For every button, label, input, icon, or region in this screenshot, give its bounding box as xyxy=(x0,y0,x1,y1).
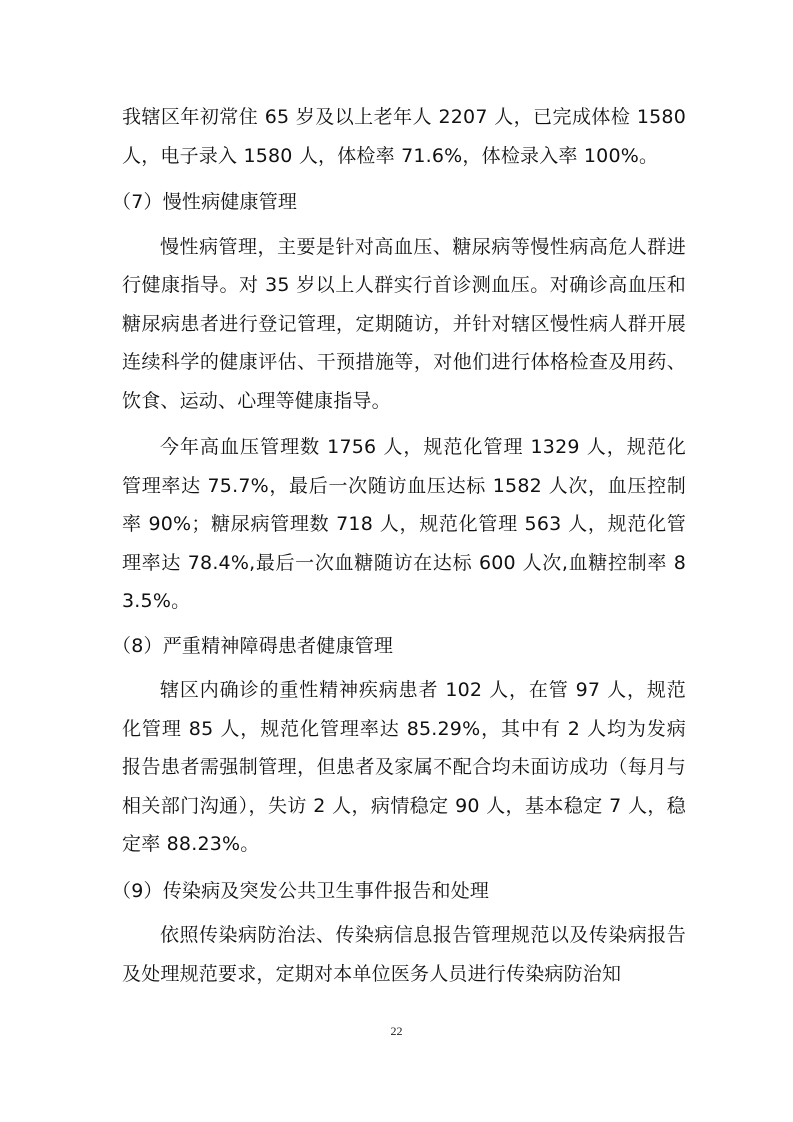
elderly-checkup-paragraph: 我辖区年初常住 65 岁及以上老年人 2207 人，已完成体检 1580 人，电子录入 1580 人，体检率 71.6%，体检录入率 100%。 xyxy=(122,106,686,167)
hypertension-diabetes-stats-paragraph: 今年高血压管理数 1756 人，规范化管理 1329 人，规范化管理率达 75.7%，最后一次随访血压达标 1582 人次，血压控制率 90%；糖尿病管理数 718 人，规范化管理 563 人，规范化管理率达 78.4%,最后一次血糖随访在达标 600 人次,血糖控制率 83.5%。 xyxy=(122,436,686,612)
page-content xyxy=(112,98,686,993)
page-number: 22 xyxy=(390,1024,403,1038)
section-heading-infectious-disease: （9）传染病及突发公共卫生事件报告和处理 xyxy=(112,879,490,902)
section-heading-mental-health: （8）严重精神障碍患者健康管理 xyxy=(112,634,394,657)
infectious-disease-paragraph: 依照传染病防治法、传染病信息报告管理规范以及传染病报告及处理规范要求，定期对本单位医务人员进行传染病防治知 xyxy=(122,924,686,985)
section-heading-chronic-disease: （7）慢性病健康管理 xyxy=(112,191,298,213)
mental-health-stats-paragraph: 辖区内确诊的重性精神疾病患者 102 人，在管 97 人，规范化管理 85 人，规范化管理率达 85.29%，其中有 2 人均为发病报告患者需强制管理，但患者及家属不配合均未面访成功（每月与相关部门沟通），失访 2 人，病情稳定 90 人，基本稳定 7 人，稳定率 88.23%。 xyxy=(122,679,686,855)
chronic-disease-intro-paragraph: 慢性病管理，主要是针对高血压、糖尿病等慢性病高危人群进行健康指导。对 35 岁以上人群实行首诊测血压。对确诊高血压和糖尿病患者进行登记管理，定期随访，并针对辖区慢性病人群开展连续科学的健康评估、干预措施等，对他们进行体格检查及用药、饮食、运动、心理等健康指导。 xyxy=(122,235,686,412)
